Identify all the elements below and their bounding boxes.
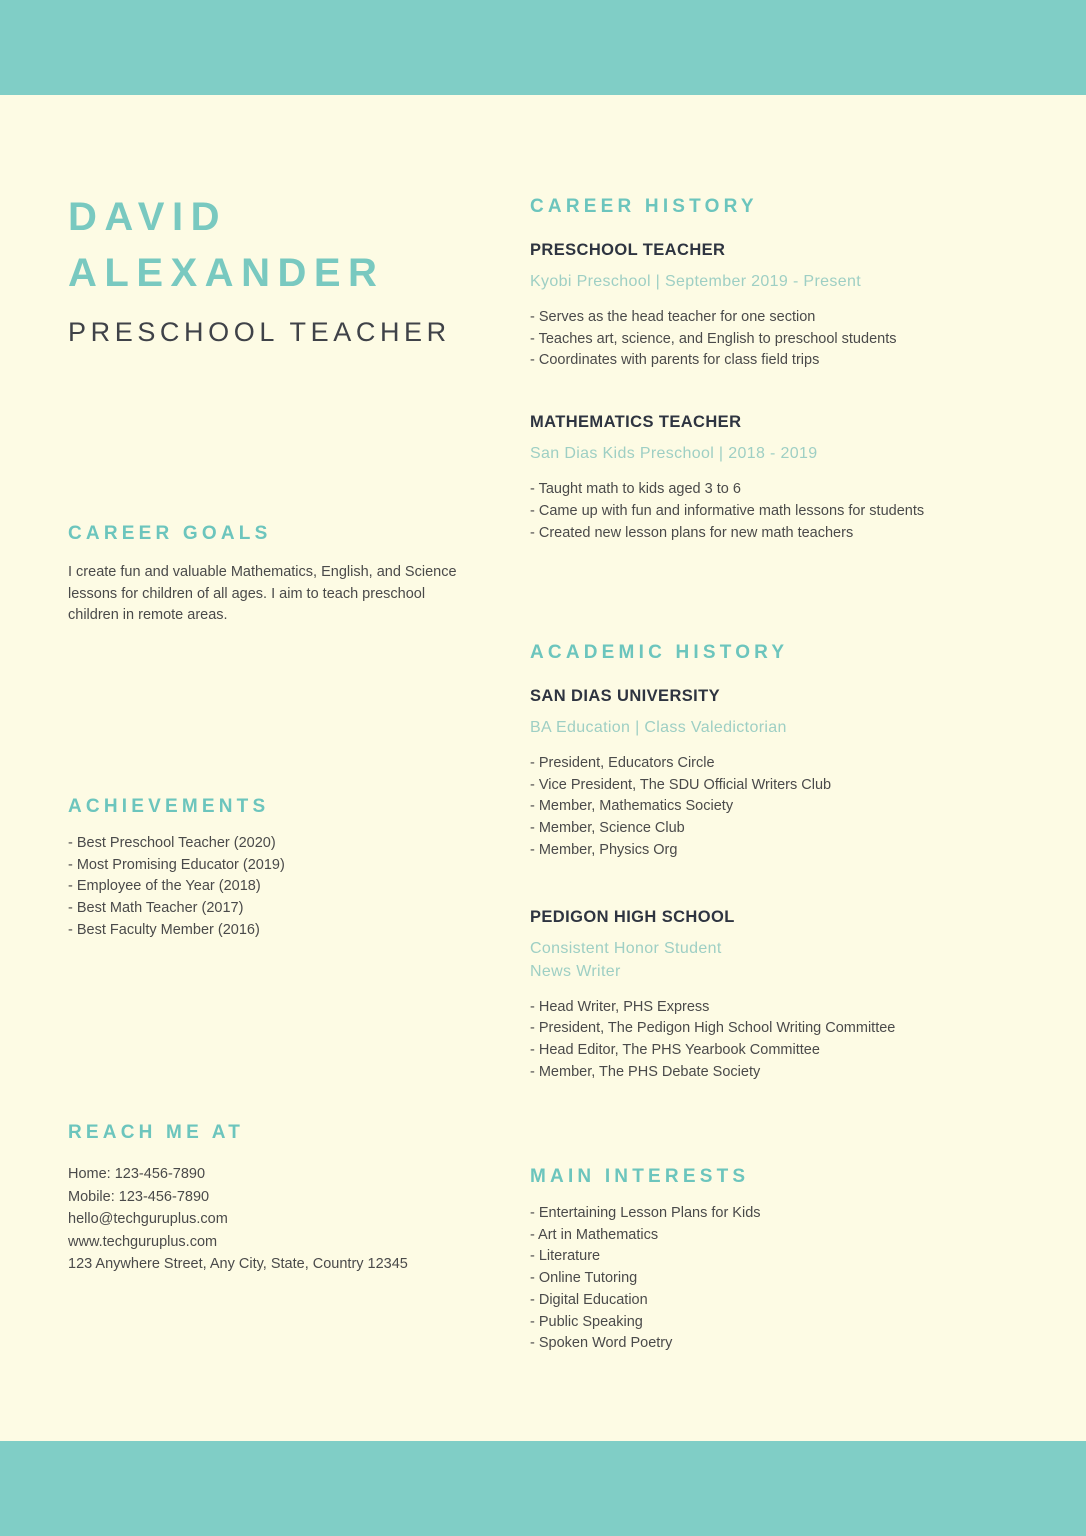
academic-entry-bullets (530, 753, 895, 862)
career-entry-title: MATHEMATICS TEACHER (530, 413, 742, 432)
list-item: - President, The Pedigon High School Writing Committee (530, 1020, 896, 1037)
contact-line: Mobile: 123-456-7890 (68, 1188, 210, 1205)
section-heading-career-goals: CAREER GOALS (68, 523, 272, 544)
list-item: - Created new lesson plans for new math teachers (530, 524, 854, 541)
last-name: ALEXANDER (68, 251, 385, 295)
list-item: - Serves as the head teacher for one section (530, 309, 816, 325)
section-heading-reach-me-at: REACH ME AT (68, 1122, 245, 1143)
top-decorative-band (0, 0, 1086, 95)
list-item: - Literature (530, 1248, 601, 1265)
section-heading-main-interests: MAIN INTERESTS (530, 1166, 750, 1187)
list-item: - Member, Science Club (530, 820, 685, 837)
list-item: - Employee of the Year (2018) (68, 878, 261, 895)
list-item: - Taught math to kids aged 3 to 6 (530, 481, 741, 498)
list-item: - Member, Mathematics Society (530, 798, 734, 815)
section-heading-career-history: CAREER HISTORY (530, 196, 758, 217)
section-achievements (68, 795, 285, 942)
resume-page (0, 95, 1086, 1441)
contact-lines (68, 1163, 408, 1276)
section-academic-history (530, 641, 895, 1083)
list-item: - Digital Education (530, 1291, 648, 1308)
contact-line: hello@techguruplus.com (68, 1211, 228, 1227)
name-block (68, 189, 488, 352)
bottom-decorative-band (0, 1441, 1086, 1536)
section-reach-me-at (68, 1121, 408, 1276)
contact-line: Home: 123-456-7890 (68, 1166, 206, 1182)
section-career-goals (68, 522, 468, 627)
academic-entry-title: SAN DIAS UNIVERSITY (530, 687, 721, 705)
list-item: - Public Speaking (530, 1313, 643, 1330)
career-entry-bullets (530, 307, 924, 372)
career-entry (530, 239, 924, 372)
academic-entry-subtitle: Consistent Honor Student (530, 939, 722, 957)
job-role-subtitle: PRESCHOOL TEACHER (68, 317, 451, 347)
academic-entry (530, 906, 895, 1084)
list-item: - Head Editor, The PHS Yearbook Committee (530, 1041, 820, 1058)
achievements-list (68, 833, 285, 942)
list-item: - Best Faculty Member (2016) (68, 921, 260, 938)
academic-entry (530, 685, 895, 862)
career-entry-subtitle: Kyobi Preschool | September 2019 - Present (530, 273, 862, 290)
list-item: - Vice President, The SDU Official Writers Club (530, 776, 832, 793)
main-interests-list (530, 1203, 761, 1355)
career-entry-title: PRESCHOOL TEACHER (530, 241, 726, 259)
section-heading-achievements: ACHIEVEMENTS (68, 796, 270, 817)
list-item: - Best Preschool Teacher (2020) (68, 835, 276, 851)
career-goals-text: I create fun and valuable Mathematics, English, and Science lessons for children of all ages. I aim to teach preschool children in remote areas. (68, 564, 457, 623)
academic-entry-subtitle: BA Education | Class Valedictorian (530, 719, 787, 736)
contact-line: www.techguruplus.com (68, 1233, 218, 1250)
list-item: - Coordinates with parents for class field trips (530, 352, 820, 369)
list-item: - Best Math Teacher (2017) (68, 900, 244, 917)
list-item: - Entertaining Lesson Plans for Kids (530, 1205, 761, 1221)
list-item: - Member, The PHS Debate Society (530, 1063, 761, 1080)
career-entry-subtitle: San Dias Kids Preschool | 2018 - 2019 (530, 445, 818, 463)
section-career-history (530, 195, 924, 544)
list-item: - Online Tutoring (530, 1270, 638, 1287)
list-item: - Teaches art, science, and English to preschool students (530, 330, 897, 347)
section-heading-academic-history: ACADEMIC HISTORY (530, 642, 789, 663)
list-item: - Most Promising Educator (2019) (68, 856, 285, 873)
contact-line: 123 Anywhere Street, Any City, State, Country 12345 (68, 1256, 408, 1272)
list-item: - Art in Mathematics (530, 1226, 659, 1243)
academic-entry-bullets (530, 997, 895, 1084)
list-item: - Spoken Word Poetry (530, 1335, 673, 1352)
section-main-interests (530, 1165, 761, 1355)
list-item: - Head Writer, PHS Express (530, 998, 710, 1015)
career-entry-bullets (530, 479, 924, 544)
list-item: - President, Educators Circle (530, 755, 715, 771)
list-item: - Came up with fun and informative math lessons for students (530, 502, 925, 519)
first-name: DAVID (68, 195, 227, 239)
academic-entry-title: PEDIGON HIGH SCHOOL (530, 907, 735, 926)
academic-entry-subtitle-second-line: News Writer (530, 962, 621, 980)
list-item: - Member, Physics Org (530, 841, 678, 858)
career-entry (530, 411, 924, 544)
